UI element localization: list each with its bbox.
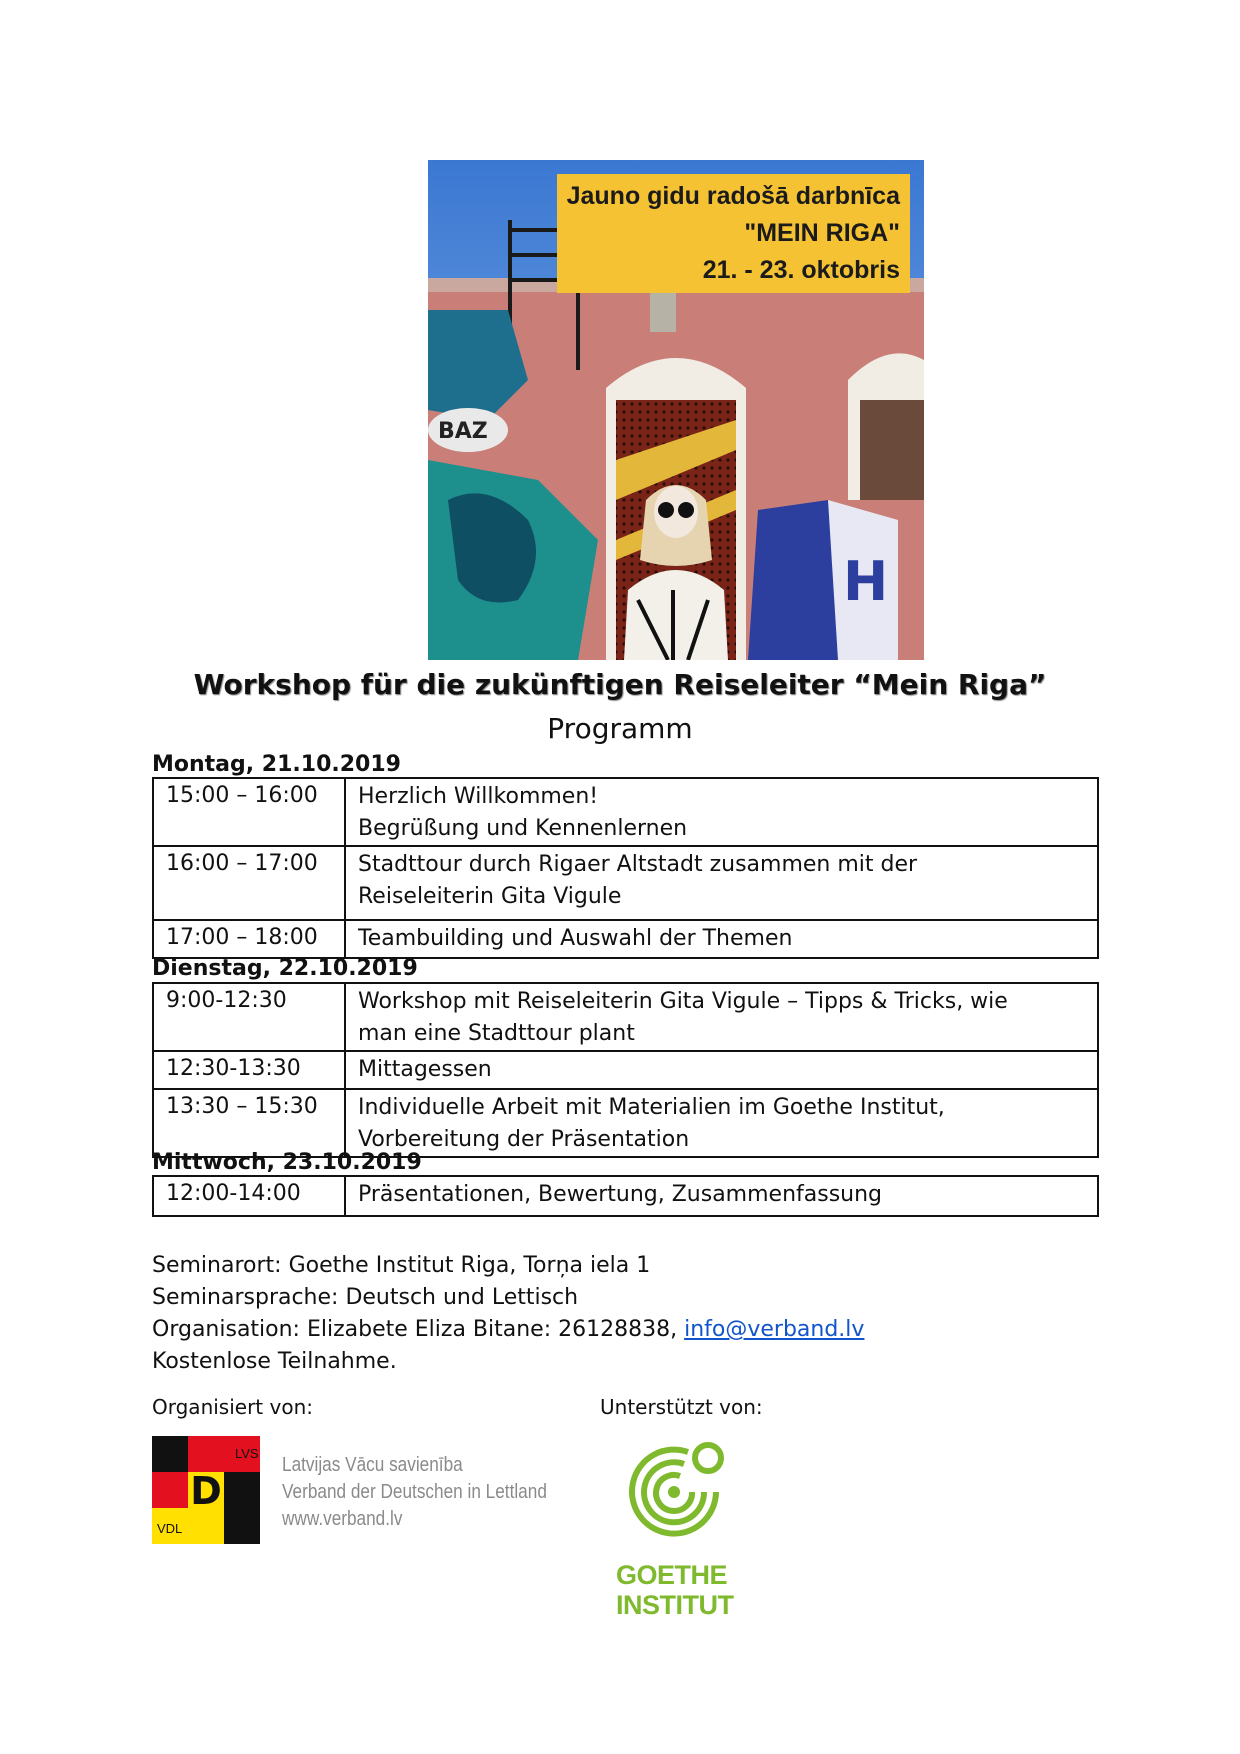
- vdl-url: www.verband.lv: [282, 1508, 403, 1530]
- table-row: [153, 920, 1098, 958]
- activity-line: Workshop mit Reiseleiterin Gita Vigule – Tipps & Tricks, wie: [358, 989, 1008, 1014]
- table-row: [153, 778, 1098, 846]
- activity-cell: [345, 983, 1098, 1051]
- page-title: Workshop für die zukünftigen Reiseleiter “Mein Riga”: [193, 668, 1047, 701]
- table-row: [153, 1051, 1098, 1089]
- email-link[interactable]: info@verband.lv: [684, 1317, 865, 1342]
- day-heading: Dienstag, 22.10.2019: [152, 956, 418, 981]
- vdl-logo-mark: [152, 1436, 260, 1544]
- time-cell: 15:00 – 16:00: [153, 778, 345, 846]
- day-heading: Montag, 21.10.2019: [152, 752, 401, 777]
- activity-cell: [345, 920, 1098, 958]
- seminar-info: [152, 1250, 864, 1378]
- svg-text:H: H: [843, 550, 889, 613]
- activity-line: Teambuilding und Auswahl der Themen: [358, 926, 793, 951]
- poster-title: Jauno gidu radošā darbnīca: [566, 182, 900, 210]
- activity-line: Begrüßung und Kennenlernen: [358, 816, 688, 841]
- activity-cell: [345, 1051, 1098, 1089]
- vdl-name-latvian: Latvijas Vācu savienība: [282, 1454, 463, 1476]
- organisation-contact: Organisation: Elizabete Eliza Bitane: 26128838,: [152, 1317, 685, 1342]
- activity-line: Vorbereitung der Präsentation: [358, 1127, 690, 1152]
- activity-line: Herzlich Willkommen!: [358, 784, 599, 809]
- table-row: [153, 1176, 1098, 1216]
- time-cell: 12:30-13:30: [153, 1051, 345, 1089]
- organized-by-label: Organisiert von:: [152, 1395, 313, 1419]
- vdl-name-german: Verband der Deutschen in Lettland: [282, 1481, 547, 1503]
- vdl-logo: [152, 1436, 260, 1544]
- time-cell: 9:00-12:30: [153, 983, 345, 1051]
- goethe-wordmark: [616, 1560, 734, 1620]
- activity-line: Präsentationen, Bewertung, Zusammenfassung: [358, 1182, 883, 1207]
- seminar-location: Seminarort: Goethe Institut Riga, Torņa iela 1: [152, 1253, 651, 1278]
- vdl-lvs-label: LVS: [235, 1446, 259, 1461]
- vdl-organisation-name: [282, 1452, 547, 1533]
- time-cell: 13:30 – 15:30: [153, 1089, 345, 1157]
- organisation-line: [152, 1314, 864, 1346]
- activity-line: Reiseleiterin Gita Vigule: [358, 884, 622, 909]
- activity-cell: [345, 1176, 1098, 1216]
- activity-line: Mittagessen: [358, 1057, 492, 1082]
- schedule-table-monday: [152, 777, 1099, 959]
- page-subtitle: Programm: [547, 712, 693, 745]
- table-row: [153, 846, 1098, 920]
- day-heading: Mittwoch, 23.10.2019: [152, 1150, 422, 1175]
- table-row: [153, 1089, 1098, 1157]
- svg-text:BAZ: BAZ: [438, 419, 488, 444]
- supported-by-label: Unterstützt von:: [600, 1395, 763, 1419]
- activity-cell: [345, 1089, 1098, 1157]
- activity-line: Individuelle Arbeit mit Materialien im Goethe Institut,: [358, 1095, 945, 1120]
- participation-note: Kostenlose Teilnahme.: [152, 1349, 397, 1374]
- poster-subtitle: "MEIN RIGA": [744, 219, 900, 247]
- goethe-word-1: GOETHE: [616, 1560, 728, 1590]
- table-row: [153, 983, 1098, 1051]
- poster-image: [428, 160, 924, 660]
- schedule-table-tuesday: [152, 982, 1099, 1158]
- activity-line: man eine Stadttour plant: [358, 1021, 635, 1046]
- schedule-table-wednesday: [152, 1175, 1099, 1217]
- time-cell: 12:00-14:00: [153, 1176, 345, 1216]
- activity-cell: [345, 846, 1098, 920]
- poster-dates: 21. - 23. oktobris: [702, 256, 900, 284]
- vdl-vdl-label: VDL: [157, 1521, 183, 1536]
- time-cell: 17:00 – 18:00: [153, 920, 345, 958]
- goethe-word-2: INSTITUT: [616, 1590, 734, 1620]
- activity-cell: [345, 778, 1098, 846]
- time-cell: 16:00 – 17:00: [153, 846, 345, 920]
- goethe-logo: [618, 1436, 730, 1548]
- goethe-spiral-icon: [618, 1436, 730, 1548]
- seminar-language: Seminarsprache: Deutsch und Lettisch: [152, 1285, 579, 1310]
- activity-line: Stadttour durch Rigaer Altstadt zusammen mit der: [358, 852, 918, 877]
- vdl-letter: D: [190, 1469, 222, 1513]
- poster-banner: [557, 174, 910, 293]
